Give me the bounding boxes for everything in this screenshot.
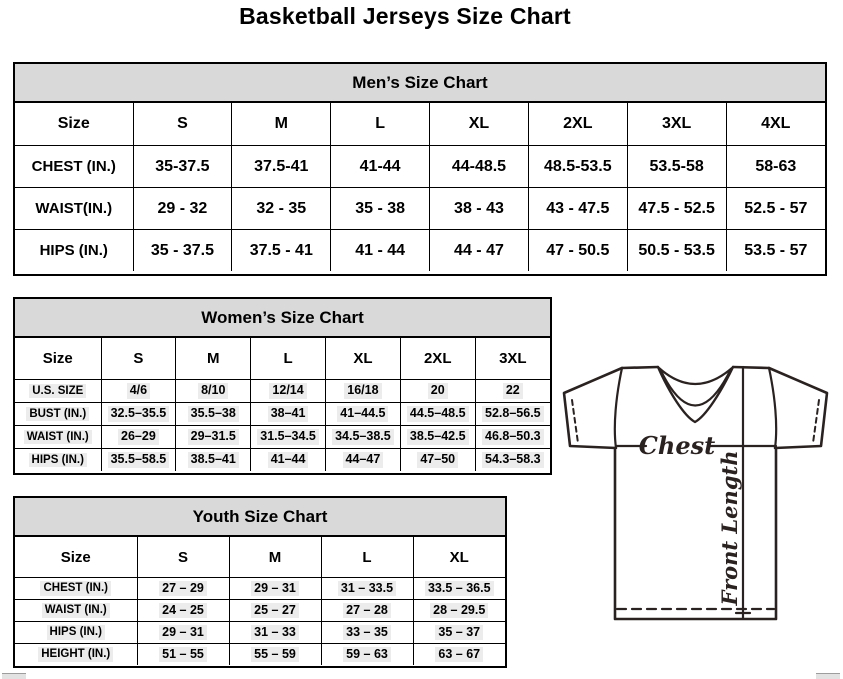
mens-value-cell: 29 - 32 [133, 188, 232, 230]
womens-value-cell [400, 449, 475, 472]
youth-value-cell [229, 600, 321, 622]
cell-text: 20 [428, 383, 448, 399]
youth-measurement-row [15, 622, 505, 644]
youth-measurement-row [15, 578, 505, 600]
cell-text: 51 – 55 [159, 647, 207, 663]
womens-measurement-row [15, 426, 550, 449]
jersey-collar-band-inner [660, 369, 731, 406]
jersey-diagram [556, 356, 834, 630]
womens-table [15, 338, 550, 471]
womens-column-header: Size [15, 338, 101, 380]
cell-text: 28 – 29.5 [430, 603, 488, 619]
womens-column-header: 3XL [475, 338, 550, 380]
womens-column-header: S [101, 338, 176, 380]
youth-measurement-row [15, 644, 505, 666]
womens-value-cell [400, 426, 475, 449]
jersey-right-shoulder [733, 367, 769, 368]
cell-text: HEIGHT (IN.) [38, 647, 113, 661]
cell-text: 29–31.5 [188, 429, 239, 445]
womens-title: Women’s Size Chart [15, 299, 550, 338]
cell-text: 46.8–50.3 [482, 429, 544, 445]
youth-row-label [15, 622, 137, 644]
page-title: Basketball Jerseys Size Chart [239, 3, 571, 29]
womens-value-cell [101, 403, 176, 426]
womens-value-cell [475, 449, 550, 472]
cell-text: 38–41 [268, 406, 309, 422]
jersey-body-outline [615, 448, 776, 619]
youth-value-cell [137, 622, 229, 644]
cell-text: WAIST (IN.) [42, 603, 110, 617]
jersey-left-sleeve [564, 368, 622, 448]
cell-text: 52.8–56.5 [482, 406, 544, 422]
mens-value-cell: 41-44 [331, 146, 430, 188]
womens-row-label [15, 380, 101, 403]
womens-row-label [15, 403, 101, 426]
youth-value-cell [321, 578, 413, 600]
mens-table [15, 103, 825, 271]
youth-row-label [15, 578, 137, 600]
womens-value-cell [101, 449, 176, 472]
cell-text: 25 – 27 [251, 603, 299, 619]
womens-column-header: L [251, 338, 326, 380]
mens-column-header: XL [430, 103, 529, 146]
youth-value-cell [229, 644, 321, 666]
mens-value-cell: 38 - 43 [430, 188, 529, 230]
youth-value-cell [321, 600, 413, 622]
mens-value-cell: 37.5-41 [232, 146, 331, 188]
cell-text: 27 – 29 [159, 581, 207, 597]
womens-value-cell [101, 380, 176, 403]
mens-value-cell: 32 - 35 [232, 188, 331, 230]
mens-value-cell: 35 - 37.5 [133, 230, 232, 272]
mens-value-cell: 58-63 [726, 146, 825, 188]
womens-value-cell [475, 403, 550, 426]
womens-row-label [15, 449, 101, 472]
jersey-right-armhole-seam [769, 368, 776, 448]
mens-column-header: 3XL [627, 103, 726, 146]
cell-text: 44–47 [343, 452, 384, 468]
jersey-collar-band-outer [659, 368, 732, 384]
youth-value-cell [413, 600, 505, 622]
mens-value-cell: 37.5 - 41 [232, 230, 331, 272]
womens-value-cell [325, 380, 400, 403]
womens-value-cell [176, 403, 251, 426]
womens-value-cell [325, 426, 400, 449]
mens-column-header: 4XL [726, 103, 825, 146]
womens-value-cell [176, 426, 251, 449]
mens-value-cell: 41 - 44 [331, 230, 430, 272]
mens-value-cell: 44 - 47 [430, 230, 529, 272]
mens-size-chart-section [13, 62, 827, 276]
jersey-left-armhole-seam [615, 368, 622, 448]
cell-text: 31 – 33 [251, 625, 299, 641]
cell-text: 44.5–48.5 [407, 406, 469, 422]
cell-text: 29 – 31 [159, 625, 207, 641]
youth-column-header: M [229, 537, 321, 578]
mens-column-header: L [331, 103, 430, 146]
cell-text: 35.5–38 [188, 406, 239, 422]
mens-row-label: WAIST(IN.) [15, 188, 133, 230]
mens-value-cell: 44-48.5 [430, 146, 529, 188]
womens-value-cell [400, 403, 475, 426]
front-length-label: Front Length [717, 450, 742, 606]
mens-column-header: S [133, 103, 232, 146]
cell-text: 31.5–34.5 [257, 429, 319, 445]
youth-table [15, 537, 505, 665]
jersey-right-cuff-dashed-line [813, 400, 819, 443]
cell-text: 47–50 [417, 452, 458, 468]
youth-column-header: XL [413, 537, 505, 578]
womens-measurement-row [15, 380, 550, 403]
cell-text: 59 – 63 [343, 647, 391, 663]
womens-value-cell [475, 426, 550, 449]
youth-size-header-row [15, 537, 505, 578]
scrollbar-fragment-left[interactable] [2, 673, 26, 679]
womens-value-cell [176, 380, 251, 403]
mens-value-cell: 43 - 47.5 [528, 188, 627, 230]
mens-value-cell: 52.5 - 57 [726, 188, 825, 230]
youth-row-label [15, 600, 137, 622]
cell-text: 26–29 [118, 429, 159, 445]
cell-text: 16/18 [344, 383, 381, 399]
womens-measurement-row [15, 403, 550, 426]
chest-label: Chest [638, 431, 716, 460]
womens-size-header-row [15, 338, 550, 380]
womens-value-cell [251, 403, 326, 426]
cell-text: 33.5 – 36.5 [425, 581, 494, 597]
jersey-left-shoulder [622, 367, 658, 368]
cell-text: 54.3–58.3 [482, 452, 544, 468]
cell-text: 55 – 59 [251, 647, 299, 663]
mens-value-cell: 53.5-58 [627, 146, 726, 188]
womens-value-cell [400, 380, 475, 403]
womens-measurement-row [15, 449, 550, 472]
mens-value-cell: 47.5 - 52.5 [627, 188, 726, 230]
cell-text: 41–44 [268, 452, 309, 468]
mens-measurement-row [15, 230, 825, 272]
mens-value-cell: 53.5 - 57 [744, 241, 808, 259]
cell-text: 32.5–35.5 [108, 406, 170, 422]
mens-measurement-row [15, 188, 825, 230]
mens-size-header-row [15, 103, 825, 146]
womens-value-cell [101, 426, 176, 449]
cell-text: CHEST (IN.) [40, 581, 111, 595]
cell-text: 38.5–41 [188, 452, 239, 468]
womens-size-chart-section [13, 297, 552, 475]
mens-column-header: 2XL [528, 103, 627, 146]
womens-value-cell [475, 380, 550, 403]
cell-text: 29 – 31 [251, 581, 299, 597]
youth-value-cell [413, 578, 505, 600]
cell-text: 12/14 [269, 383, 306, 399]
jersey-right-sleeve [769, 368, 827, 448]
womens-column-header: M [176, 338, 251, 380]
youth-value-cell [321, 622, 413, 644]
cell-text: HIPS (IN.) [29, 453, 87, 467]
cell-text: 22 [503, 383, 523, 399]
mens-value-cell: 47 - 50.5 [528, 230, 627, 272]
youth-value-cell [229, 622, 321, 644]
cell-text: 31 – 33.5 [338, 581, 396, 597]
youth-title: Youth Size Chart [15, 498, 505, 537]
youth-measurement-row [15, 600, 505, 622]
womens-value-cell [251, 380, 326, 403]
cell-text: 27 – 28 [343, 603, 391, 619]
mens-title: Men’s Size Chart [15, 64, 825, 103]
womens-value-cell [325, 449, 400, 472]
youth-value-cell [413, 644, 505, 666]
cell-text: 34.5–38.5 [332, 429, 394, 445]
mens-value-cell: 35-37.5 [133, 146, 232, 188]
mens-measurement-row [15, 146, 825, 188]
youth-value-cell [137, 600, 229, 622]
cell-text: 35.5–58.5 [108, 452, 170, 468]
cell-text: 41–44.5 [337, 406, 388, 422]
jersey-left-cuff-dashed-line [572, 400, 578, 443]
mens-value-cell: 50.5 - 53.5 [627, 230, 726, 272]
cell-text: WAIST (IN.) [24, 430, 92, 444]
cell-text: 8/10 [198, 383, 228, 399]
cell-text: 38.5–42.5 [407, 429, 469, 445]
cell-text: U.S. SIZE [29, 384, 86, 398]
mens-column-header: Size [15, 103, 133, 146]
womens-value-cell [251, 449, 326, 472]
youth-value-cell [137, 578, 229, 600]
youth-row-label [15, 644, 137, 666]
scrollbar-fragment-right[interactable] [816, 673, 840, 679]
youth-value-cell [413, 622, 505, 644]
cell-text: BUST (IN.) [26, 407, 89, 421]
cell-text: 4/6 [127, 383, 150, 399]
womens-value-cell [251, 426, 326, 449]
mens-row-label: HIPS (IN.) [15, 230, 133, 272]
womens-value-cell [325, 403, 400, 426]
youth-column-header: L [321, 537, 413, 578]
womens-row-label [15, 426, 101, 449]
cell-text: 35 – 37 [435, 625, 483, 641]
youth-size-chart-section [13, 496, 507, 668]
cell-text: 63 – 67 [435, 647, 483, 663]
youth-column-header: S [137, 537, 229, 578]
womens-column-header: 2XL [400, 338, 475, 380]
mens-value-cell: 48.5-53.5 [528, 146, 627, 188]
youth-value-cell [229, 578, 321, 600]
cell-text: HIPS (IN.) [47, 625, 105, 639]
cell-text: 33 – 35 [343, 625, 391, 641]
mens-row-label: CHEST (IN.) [15, 146, 133, 188]
youth-value-cell [321, 644, 413, 666]
womens-value-cell [176, 449, 251, 472]
youth-value-cell [137, 644, 229, 666]
mens-column-header: M [232, 103, 331, 146]
youth-column-header: Size [15, 537, 137, 578]
womens-column-header: XL [325, 338, 400, 380]
cell-text: 24 – 25 [159, 603, 207, 619]
mens-value-cell: 35 - 38 [331, 188, 430, 230]
